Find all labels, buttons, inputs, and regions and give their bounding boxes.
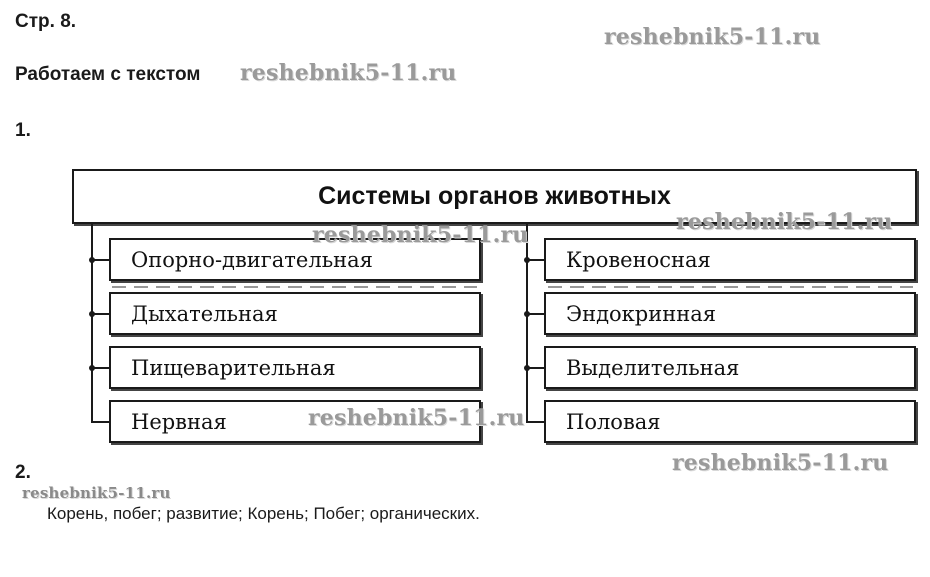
watermark: reshebnik5-11.ru xyxy=(240,60,457,86)
page-label: Стр. 8. xyxy=(15,11,77,32)
right-connector-branch xyxy=(526,421,544,423)
section-title: Работаем с текстом xyxy=(15,64,201,85)
organ-system-box xyxy=(544,292,916,335)
watermark: reshebnik5-11.ru xyxy=(312,222,529,248)
right-connector-line xyxy=(526,224,528,423)
left-connector-branch xyxy=(91,367,109,369)
diagram-title: Системы органов животных xyxy=(318,182,671,210)
question-1-number: 1. xyxy=(15,120,31,141)
left-connector-branch xyxy=(91,421,109,423)
left-connector-branch xyxy=(91,259,109,261)
left-connector-line xyxy=(91,224,93,423)
organ-system-box xyxy=(544,346,916,389)
watermark: reshebnik5-11.ru xyxy=(604,24,821,50)
organ-system-box xyxy=(109,292,481,335)
watermark: reshebnik5-11.ru xyxy=(676,209,893,235)
organ-system-label: Пищеварительная xyxy=(131,355,336,380)
watermark: reshebnik5-11.ru xyxy=(308,405,525,431)
question-2-answer: Корень, побег; развитие; Корень; Побег; органических. xyxy=(47,504,480,523)
question-2-number: 2. xyxy=(15,462,31,483)
watermark: reshebnik5-11.ru xyxy=(672,450,889,476)
organ-system-box xyxy=(544,238,916,281)
right-connector-branch xyxy=(526,259,544,261)
organ-system-label: Выделительная xyxy=(566,355,740,380)
scan-artifact-line xyxy=(548,286,913,288)
organ-system-label: Дыхательная xyxy=(131,301,278,326)
organ-system-label: Нервная xyxy=(131,409,227,434)
left-connector-branch xyxy=(91,313,109,315)
scan-artifact-line xyxy=(112,286,477,288)
organ-system-label: Опорно-двигательная xyxy=(131,247,373,272)
organ-system-box xyxy=(544,400,916,443)
organ-system-box xyxy=(109,346,481,389)
watermark: reshebnik5-11.ru xyxy=(22,484,171,502)
right-connector-branch xyxy=(526,367,544,369)
organ-system-label: Половая xyxy=(566,409,661,434)
organ-system-label: Эндокринная xyxy=(566,301,716,326)
organ-system-label: Кровеносная xyxy=(566,247,711,272)
right-connector-branch xyxy=(526,313,544,315)
